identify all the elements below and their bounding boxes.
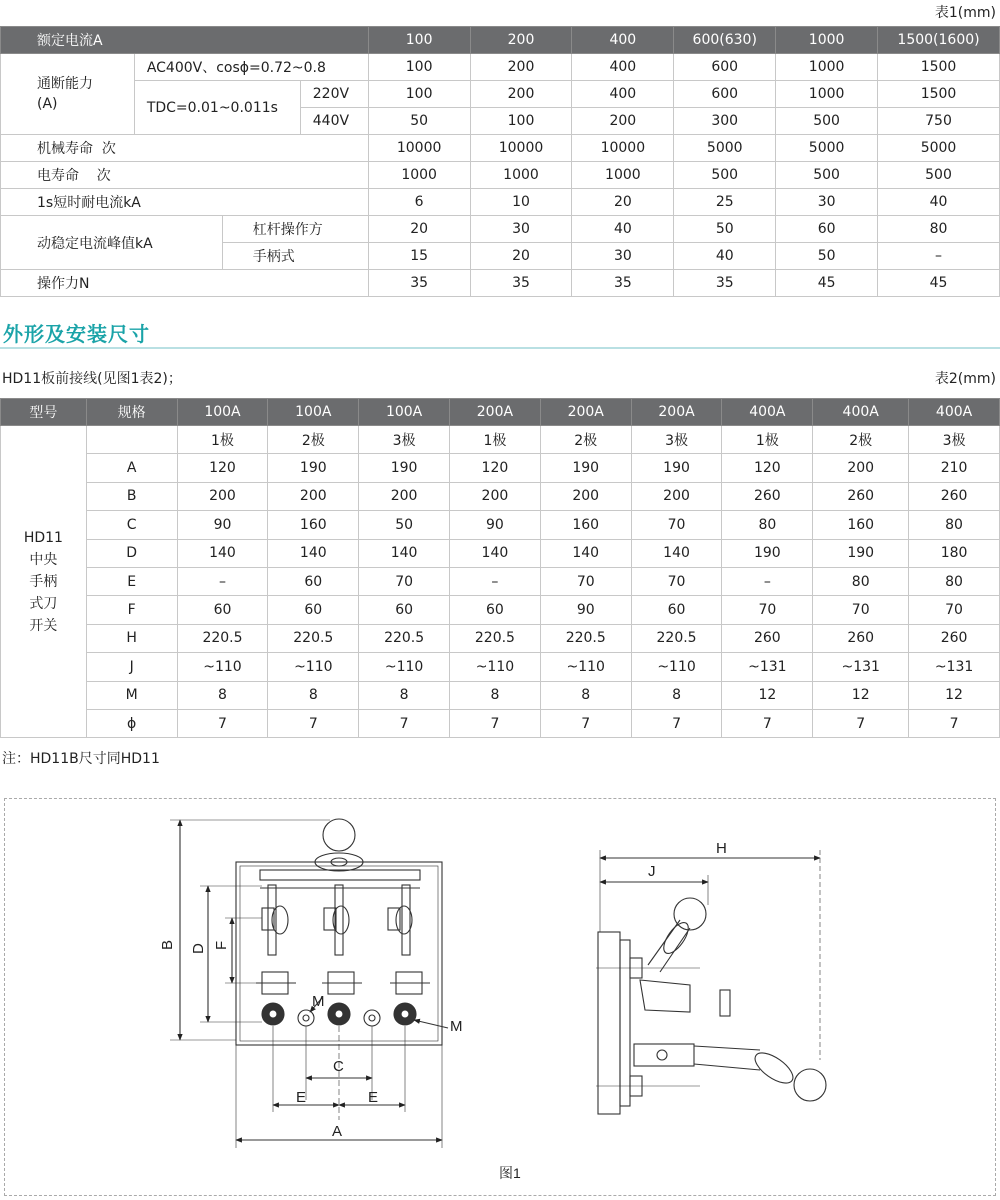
ac-condition: AC400V、cosϕ=0.72~0.8 — [134, 54, 368, 81]
short-time-label: 1s短时耐电流kA — [1, 189, 369, 216]
side-view — [596, 850, 826, 1114]
peak-lever-row — [1, 216, 1000, 243]
cell: 140 — [540, 539, 631, 567]
table1-caption: 表1(mm) — [934, 5, 996, 21]
current-header: 400A — [909, 399, 1000, 426]
dim-name: J — [86, 653, 177, 681]
cell: 70 — [540, 567, 631, 595]
pole-cell: 3极 — [909, 426, 1000, 454]
figure-caption: 图1 — [499, 1165, 521, 1181]
cell: 220.5 — [631, 624, 722, 652]
dimension-drawing — [0, 800, 1000, 1195]
cell: 8 — [359, 681, 450, 709]
cell: 120 — [722, 454, 813, 482]
table-row — [1, 624, 1000, 652]
table-row — [1, 681, 1000, 709]
dim-name: D — [86, 539, 177, 567]
cell: 200 — [572, 108, 674, 135]
cell: 200 — [813, 454, 909, 482]
cell: 220.5 — [450, 624, 541, 652]
cell: 8 — [631, 681, 722, 709]
cell: 120 — [177, 454, 268, 482]
label-H: H — [716, 840, 727, 857]
cell: 1000 — [572, 162, 674, 189]
cell: 750 — [878, 108, 1000, 135]
cell: 70 — [359, 567, 450, 595]
cell: 160 — [268, 511, 359, 539]
cell: 45 — [878, 270, 1000, 297]
cell: 10 — [470, 189, 572, 216]
cell: 30 — [470, 216, 572, 243]
cell: 45 — [776, 270, 878, 297]
cell: 50 — [359, 511, 450, 539]
force-label: 操作力N — [1, 270, 369, 297]
cell: 70 — [813, 596, 909, 624]
dim-name: C — [86, 511, 177, 539]
cell: 190 — [722, 539, 813, 567]
cell: 190 — [268, 454, 359, 482]
cell: 20 — [572, 189, 674, 216]
cell: 60 — [450, 596, 541, 624]
short-time-row — [1, 189, 1000, 216]
cell: 190 — [359, 454, 450, 482]
label-M-left: M — [312, 993, 325, 1010]
cell: 8 — [177, 681, 268, 709]
dc-440-label: 440V — [300, 108, 368, 135]
cell: 1000 — [368, 162, 470, 189]
pole-cell: 1极 — [722, 426, 813, 454]
current-header: 200A — [540, 399, 631, 426]
model-header: 型号 — [1, 399, 87, 426]
cell: 30 — [776, 189, 878, 216]
poles-row — [1, 426, 1000, 454]
model-line: 开关 — [29, 617, 58, 634]
cell: 5000 — [674, 135, 776, 162]
elec-life-row — [1, 162, 1000, 189]
table-row — [1, 454, 1000, 482]
cell: 10000 — [368, 135, 470, 162]
cell: – — [450, 567, 541, 595]
dim-name: H — [86, 624, 177, 652]
cell: 20 — [368, 216, 470, 243]
cell: 220.5 — [177, 624, 268, 652]
cell: 100 — [470, 108, 572, 135]
cell: 35 — [674, 270, 776, 297]
cell: 80 — [722, 511, 813, 539]
header-cell: 200 — [470, 27, 572, 54]
section-divider — [0, 347, 1000, 349]
cell: 160 — [813, 511, 909, 539]
breaking-label-line2: (A) — [37, 96, 58, 112]
label-B: B — [159, 939, 176, 950]
dim-name: E — [86, 567, 177, 595]
cell: – — [878, 243, 1000, 270]
dc-condition: TDC=0.01~0.011s — [134, 81, 300, 135]
cell: 70 — [631, 567, 722, 595]
pole-cell: 2极 — [813, 426, 909, 454]
cell: 40 — [674, 243, 776, 270]
cell: ~131 — [909, 653, 1000, 681]
cell: 120 — [450, 454, 541, 482]
cell: 1000 — [776, 54, 878, 81]
cell: 140 — [631, 539, 722, 567]
cell: 80 — [909, 567, 1000, 595]
spec-header: 规格 — [86, 399, 177, 426]
cell: 200 — [268, 482, 359, 510]
cell: 200 — [540, 482, 631, 510]
cell: 35 — [470, 270, 572, 297]
table-row — [1, 539, 1000, 567]
label-C: C — [333, 1058, 344, 1075]
cell: 200 — [450, 482, 541, 510]
model-line: 式刀 — [29, 595, 58, 612]
cell: 500 — [878, 162, 1000, 189]
cell: 70 — [909, 596, 1000, 624]
peak-lever-label: 杠杆操作方 — [222, 216, 368, 243]
cell: ~110 — [450, 653, 541, 681]
cell: 300 — [674, 108, 776, 135]
dim-name: M — [86, 681, 177, 709]
cell: 35 — [368, 270, 470, 297]
cell: 7 — [359, 709, 450, 737]
cell: – — [177, 567, 268, 595]
pole-cell: 3极 — [359, 426, 450, 454]
cell: ~110 — [359, 653, 450, 681]
cell: 400 — [572, 81, 674, 108]
cell: – — [722, 567, 813, 595]
cell: 7 — [631, 709, 722, 737]
cell: 5000 — [776, 135, 878, 162]
table-row — [1, 596, 1000, 624]
cell: 35 — [572, 270, 674, 297]
cell: 10000 — [572, 135, 674, 162]
cell: 160 — [540, 511, 631, 539]
cell: 200 — [177, 482, 268, 510]
label-D: D — [190, 943, 207, 954]
cell: 500 — [776, 162, 878, 189]
cell: 40 — [572, 216, 674, 243]
cell: 7 — [540, 709, 631, 737]
header-cell: 400 — [572, 27, 674, 54]
table-row — [1, 709, 1000, 737]
current-header: 400A — [813, 399, 909, 426]
ac-row — [1, 54, 1000, 81]
dim-name: F — [86, 596, 177, 624]
cell: 50 — [776, 243, 878, 270]
cell: 30 — [572, 243, 674, 270]
cell: 200 — [470, 81, 572, 108]
cell: 7 — [813, 709, 909, 737]
breaking-capacity-label — [1, 54, 135, 135]
cell: 60 — [776, 216, 878, 243]
cell: 220.5 — [359, 624, 450, 652]
cell: 90 — [450, 511, 541, 539]
pole-cell: 3极 — [631, 426, 722, 454]
cell: 90 — [177, 511, 268, 539]
cell: 140 — [268, 539, 359, 567]
pole-cell: 2极 — [268, 426, 359, 454]
cell: 12 — [909, 681, 1000, 709]
current-header: 400A — [722, 399, 813, 426]
cell: ~131 — [722, 653, 813, 681]
cell: ~110 — [268, 653, 359, 681]
cell: 220.5 — [540, 624, 631, 652]
header-cell: 1000 — [776, 27, 878, 54]
force-row — [1, 270, 1000, 297]
label-E-right: E — [368, 1089, 379, 1106]
current-header: 100A — [268, 399, 359, 426]
cell: 6 — [368, 189, 470, 216]
cell: 400 — [572, 54, 674, 81]
cell: 60 — [268, 596, 359, 624]
cell: 260 — [722, 482, 813, 510]
table-row — [1, 511, 1000, 539]
dimension-labels — [159, 840, 727, 1181]
label-F: F — [213, 940, 230, 950]
header-cell: 1500(1600) — [878, 27, 1000, 54]
header-cell: 600(630) — [674, 27, 776, 54]
model-cell — [1, 426, 87, 738]
cell: 260 — [909, 482, 1000, 510]
cell: 180 — [909, 539, 1000, 567]
cell: 260 — [813, 624, 909, 652]
cell: 190 — [813, 539, 909, 567]
dimension-table — [0, 398, 1000, 738]
cell: 140 — [177, 539, 268, 567]
cell: ~110 — [540, 653, 631, 681]
cell: 260 — [909, 624, 1000, 652]
peak-handle-label: 手柄式 — [222, 243, 368, 270]
cell: 12 — [722, 681, 813, 709]
cell: 260 — [813, 482, 909, 510]
spec-blank — [86, 426, 177, 454]
cell: 140 — [359, 539, 450, 567]
cell: ~110 — [177, 653, 268, 681]
dim-name: B — [86, 482, 177, 510]
cell: 200 — [470, 54, 572, 81]
cell: 200 — [359, 482, 450, 510]
cell: 15 — [368, 243, 470, 270]
model-line: HD11 — [23, 529, 63, 546]
cell: ~131 — [813, 653, 909, 681]
cell: 80 — [813, 567, 909, 595]
cell: 50 — [368, 108, 470, 135]
cell: 200 — [631, 482, 722, 510]
cell: 12 — [813, 681, 909, 709]
pole-cell: 1极 — [177, 426, 268, 454]
cell: 7 — [268, 709, 359, 737]
handle-knob — [323, 819, 355, 851]
mech-life-row — [1, 135, 1000, 162]
cell: 1500 — [878, 81, 1000, 108]
dc-220-label: 220V — [300, 81, 368, 108]
cell: 7 — [177, 709, 268, 737]
cell: 60 — [268, 567, 359, 595]
cell: 8 — [450, 681, 541, 709]
current-header: 200A — [631, 399, 722, 426]
current-header: 100A — [177, 399, 268, 426]
label-E-left: E — [296, 1089, 307, 1106]
current-header: 200A — [450, 399, 541, 426]
elec-life-label: 电寿命 次 — [1, 162, 369, 189]
table2-caption: 表2(mm) — [934, 371, 996, 387]
cell: 70 — [631, 511, 722, 539]
pole-cell: 1极 — [450, 426, 541, 454]
pole-cell: 2极 — [540, 426, 631, 454]
section-title: 外形及安装尺寸 — [3, 322, 150, 346]
cell: 10000 — [470, 135, 572, 162]
cell: 600 — [674, 81, 776, 108]
label-M-right: M — [450, 1018, 463, 1035]
cell: 210 — [909, 454, 1000, 482]
mech-life-label: 机械寿命 次 — [1, 135, 369, 162]
cell: 140 — [450, 539, 541, 567]
cell: 500 — [674, 162, 776, 189]
label-A: A — [332, 1123, 343, 1140]
cell: 190 — [540, 454, 631, 482]
cell: 70 — [722, 596, 813, 624]
dim-header-row — [1, 399, 1000, 426]
dim-name: ϕ — [86, 709, 177, 737]
cell: 100 — [368, 54, 470, 81]
label-J: J — [648, 863, 656, 880]
cell: ~110 — [631, 653, 722, 681]
cell: 8 — [268, 681, 359, 709]
model-line: 中央 — [29, 551, 58, 568]
rated-current-label: 额定电流A — [1, 27, 369, 54]
table-row — [1, 653, 1000, 681]
current-header: 100A — [359, 399, 450, 426]
rating-header-row — [1, 27, 1000, 54]
cell: 80 — [878, 216, 1000, 243]
header-cell: 100 — [368, 27, 470, 54]
cell: 7 — [450, 709, 541, 737]
table-row — [1, 482, 1000, 510]
cell: 60 — [177, 596, 268, 624]
front-view — [170, 819, 448, 1148]
cell: 60 — [359, 596, 450, 624]
cell: 25 — [674, 189, 776, 216]
cell: 190 — [631, 454, 722, 482]
cell: 1000 — [776, 81, 878, 108]
cell: 1500 — [878, 54, 1000, 81]
cell: 90 — [540, 596, 631, 624]
cell: 260 — [722, 624, 813, 652]
cell: 60 — [631, 596, 722, 624]
cell: 600 — [674, 54, 776, 81]
breaking-label-line1: 通断能力 — [37, 76, 93, 92]
cell: 40 — [878, 189, 1000, 216]
table-row — [1, 567, 1000, 595]
cell: 8 — [540, 681, 631, 709]
cell: 50 — [674, 216, 776, 243]
side-plate — [598, 932, 620, 1114]
model-line: 手柄 — [29, 573, 58, 590]
dc-220-row — [1, 81, 1000, 108]
cell: 500 — [776, 108, 878, 135]
cell: 80 — [909, 511, 1000, 539]
peak-label: 动稳定电流峰值kA — [1, 216, 223, 270]
cell: 5000 — [878, 135, 1000, 162]
cell: 7 — [722, 709, 813, 737]
cell: 100 — [368, 81, 470, 108]
cell: 20 — [470, 243, 572, 270]
rating-table — [0, 26, 1000, 297]
cell: 7 — [909, 709, 1000, 737]
cell: 1000 — [470, 162, 572, 189]
cell: 220.5 — [268, 624, 359, 652]
dim-name: A — [86, 454, 177, 482]
table2-intro: HD11板前接线(见图1表2)； — [2, 371, 182, 387]
table2-note: 注：HD11B尺寸同HD11 — [2, 751, 160, 767]
